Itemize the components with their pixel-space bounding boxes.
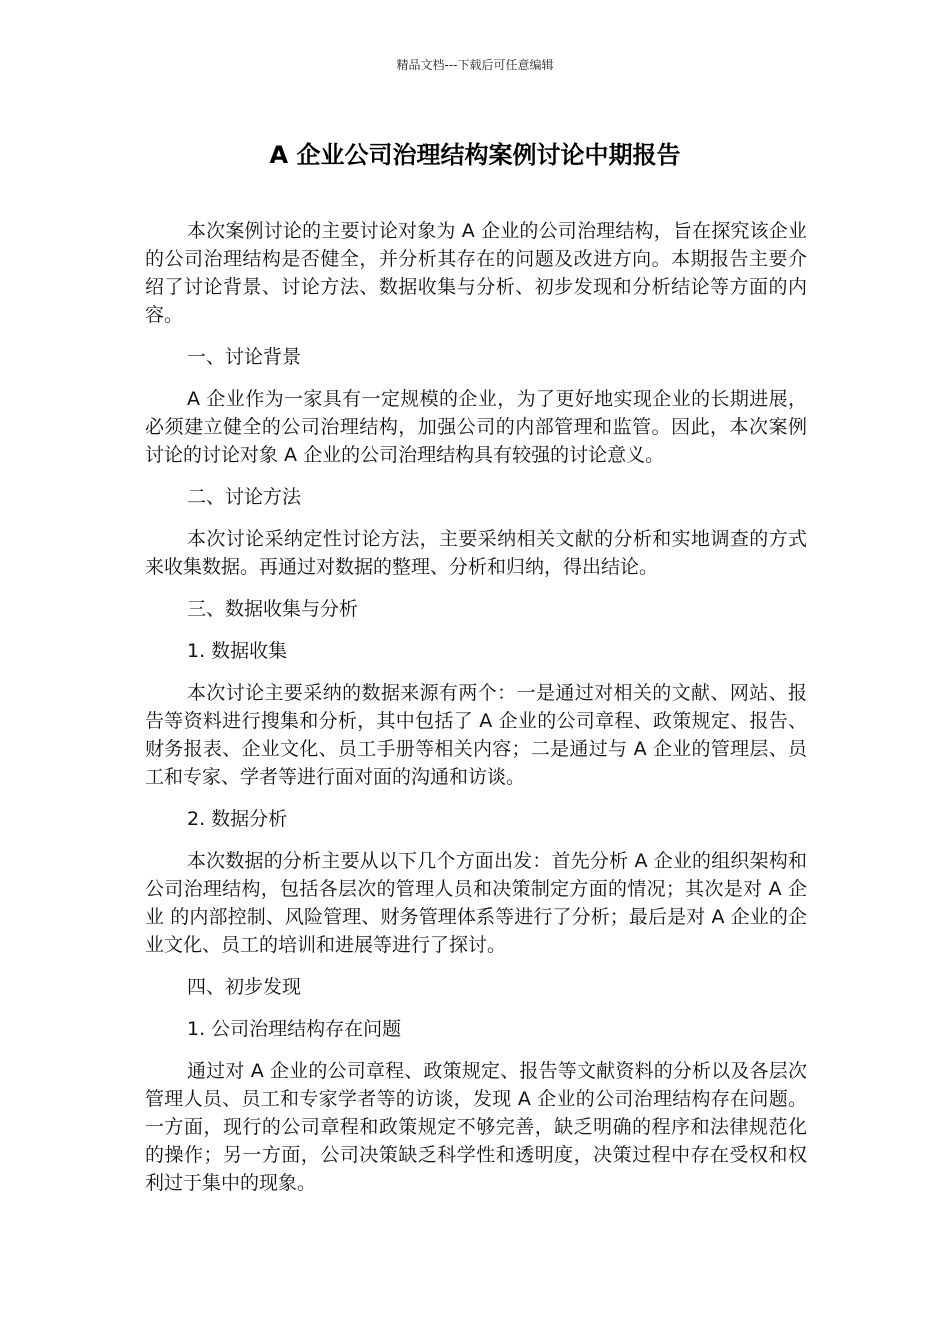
- method-paragraph: 本次讨论采纳定性讨论方法，主要采纳相关文献的分析和实地调查的方式来收集数据。再通过对数据的整理、分析和归纳，得出结论。: [145, 528, 807, 578]
- subheading-data-collection: 1. 数据收集: [187, 640, 288, 662]
- document-body: [145, 217, 807, 1211]
- section-heading-findings: 四、初步发现: [187, 976, 302, 998]
- data-analysis-paragraph: 本次数据的分析主要从以下几个方面出发：首先分析 A 企业的组织架构和公司治理结构，包括各层次的管理人员和决策制定方面的情况；其次是对 A 企业 的内部控制、风险管理、财务管理体系等进行了分析；最后是对 A 企业的企业文化、员工的培训和进展等进行了探讨。: [145, 850, 807, 956]
- governance-issues-paragraph: 通过对 A 企业的公司章程、政策规定、报告等文献资料的分析以及各层次管理人员、员工和专家学者等的访谈，发现 A 企业的公司治理结构存在问题。一方面，现行的公司章程和政策规定不够完善，缺乏明确的程序和法律规范化的操作；另一方面，公司决策缺乏科学性和透明度，决策过程中存在受权和权利过于集中的现象。: [145, 1060, 807, 1194]
- section-heading-method: 二、讨论方法: [187, 486, 302, 508]
- intro-paragraph: 本次案例讨论的主要讨论对象为 A 企业的公司治理结构，旨在探究该企业的公司治理结构是否健全，并分析其存在的问题及改进方向。本期报告主要介绍了讨论背景、讨论方法、数据收集与分析、初步发现和分析结论等方面的内容。: [145, 220, 807, 326]
- header-note: 精品文档---下载后可任意编辑: [396, 58, 554, 72]
- section-heading-background: 一、讨论背景: [187, 346, 302, 368]
- section-heading-data: 三、数据收集与分析: [187, 598, 359, 620]
- subheading-governance-issues: 1. 公司治理结构存在问题: [187, 1018, 402, 1040]
- data-collection-paragraph: 本次讨论主要采纳的数据来源有两个：一是通过对相关的文献、网站、报告等资料进行搜集和分析，其中包括了 A 企业的公司章程、政策规定、报告、财务报表、企业文化、员工手册等相关内容；二是通过与 A 企业的管理层、员工和专家、学者等进行面对面的沟通和访谈。: [145, 682, 807, 788]
- page-title: A 企业公司治理结构案例讨论中期报告: [269, 141, 681, 169]
- subheading-data-analysis: 2. 数据分析: [187, 808, 288, 830]
- background-paragraph: A 企业作为一家具有一定规模的企业，为了更好地实现企业的长期进展，必须建立健全的公司治理结构，加强公司的内部管理和监管。因此，本次案例讨论的讨论对象 A 企业的公司治理结构具有较强的讨论意义。: [145, 388, 807, 466]
